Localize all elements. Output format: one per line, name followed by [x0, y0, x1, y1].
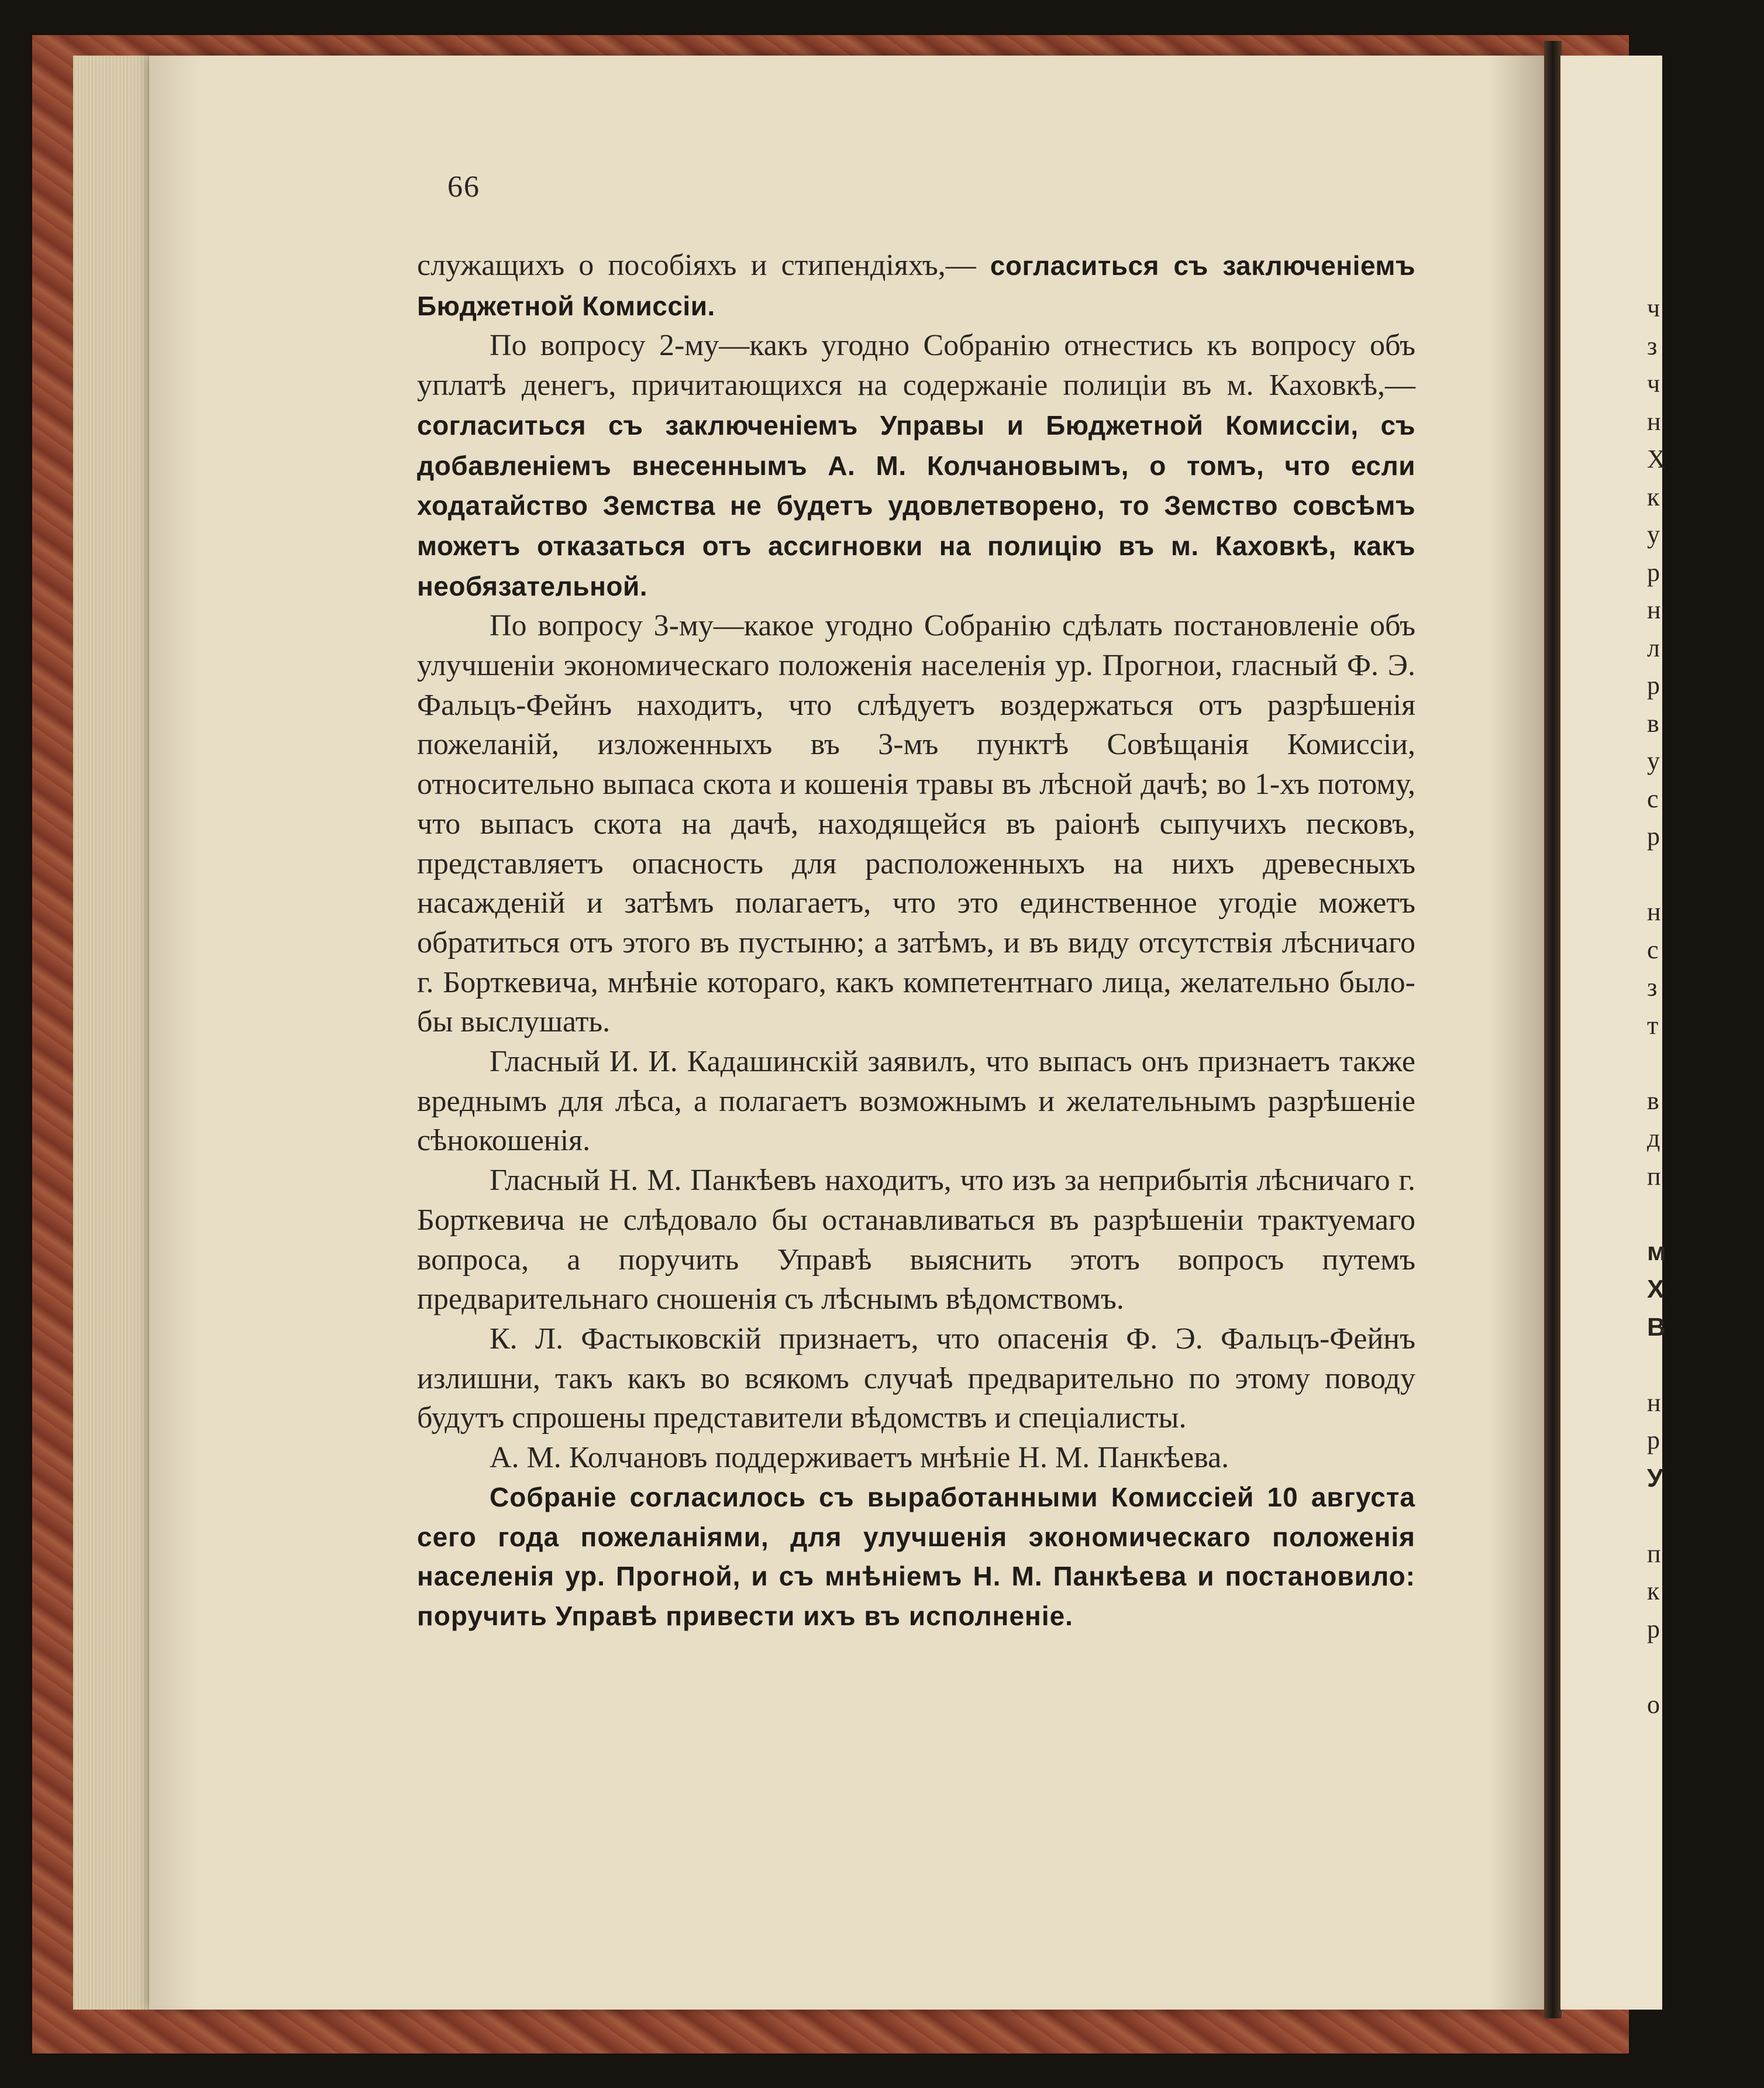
- right-page-fragment: н: [1647, 1388, 1661, 1417]
- right-page-fragment: у: [1647, 520, 1660, 549]
- right-page-fragment: ч: [1647, 369, 1660, 398]
- paragraph-1: [417, 246, 1415, 326]
- right-page-fragment: н: [1647, 407, 1661, 436]
- right-page-fragment: к: [1647, 482, 1660, 511]
- paragraph-7: А. М. Колчановъ поддерживаетъ мнѣніе Н. М. Панкѣева.: [490, 1441, 1229, 1475]
- right-page-fragment: з: [1647, 973, 1658, 1002]
- right-page-fragment: о: [1647, 1690, 1660, 1719]
- right-page-fragment: в: [1647, 1086, 1659, 1115]
- right-page-fragment: д: [1647, 1124, 1660, 1153]
- right-page-fragment: р: [1647, 822, 1660, 851]
- page-stack-edge: [73, 56, 161, 2010]
- page-number: 66: [447, 170, 480, 204]
- right-page-fragment: л: [1647, 633, 1660, 662]
- paragraph-2: [417, 326, 1415, 606]
- right-page-fragment: [1647, 1497, 1764, 1535]
- right-page-fragment: [1647, 856, 1764, 894]
- book-gutter: [1544, 41, 1562, 2018]
- right-page-fragment: п: [1647, 1539, 1661, 1568]
- right-page-fragment: р: [1647, 1426, 1660, 1454]
- right-page-fragment: Х: [1647, 1275, 1665, 1303]
- right-page-fragment: т: [1647, 1010, 1659, 1040]
- right-page-fragment: Х: [1647, 445, 1666, 473]
- right-page-fragment: с: [1647, 935, 1659, 964]
- right-page-fragment: в: [1647, 708, 1659, 738]
- right-page-text-fragments: [1647, 290, 1764, 1724]
- right-page-fragment: [1647, 1195, 1764, 1233]
- right-page-fragment: р: [1647, 558, 1660, 587]
- right-page-fragment: у: [1647, 747, 1660, 775]
- right-page-fragment: р: [1647, 671, 1660, 700]
- right-page-fragment: У: [1647, 1463, 1663, 1492]
- right-page-fragment: [1647, 1044, 1764, 1082]
- right-page-fragment: з: [1647, 331, 1658, 360]
- paragraph-1-bold: согласиться съ заключеніемъ Бюджетной Комиссіи.: [417, 250, 1415, 321]
- right-page-fragment: п: [1647, 1161, 1661, 1191]
- paragraph-2-bold: согласиться съ заключеніемъ Управы и Бюджетной Комиссіи, съ добавленіемъ внесеннымъ А. М. Колчановымъ, о томъ, что если ходатайство Земства не будетъ удовлетворено, то Земство совсѣмъ можетъ отказаться отъ ассигновки на полицію въ м. Каховкѣ, какъ необязательной.: [417, 410, 1415, 601]
- paragraph-6: К. Л. Фастыковскій признаетъ, что опасенія Ф. Э. Фальцъ-Фейнъ излишни, такъ какъ во всякомъ случаѣ предварительно по этому поводу будутъ спрошены представители вѣдомствъ и спеціалисты.: [417, 1322, 1415, 1435]
- right-page: [1560, 56, 1666, 2010]
- right-page-fragment: н: [1647, 596, 1661, 624]
- paragraph-4: Гласный И. И. Кадашинскій заявилъ, что выпасъ онъ признаетъ также вреднымъ для лѣса, а полагаетъ возможнымъ и желательнымъ разрѣшеніе сѣнокошенія.: [417, 1045, 1415, 1158]
- right-page-fragment: ч: [1647, 294, 1660, 322]
- paragraph-2-plain: По вопросу 2-му—какъ угодно Собранію отнестись къ вопросу объ уплатѣ денегъ, причитающихся на содержаніе полиціи въ м. Каховкѣ,—: [417, 329, 1415, 403]
- paragraph-5: Гласный Н. М. Панкѣевъ находитъ, что изъ за неприбытія лѣсничаго г. Борткевича не слѣдовало бы останавливаться въ разрѣшеніи трактуемаго вопроса, а поручить Управѣ выяснить этотъ вопросъ путемъ предварительнаго сношенія съ лѣснымъ вѣдомствомъ.: [417, 1164, 1415, 1316]
- right-page-fragment: к: [1647, 1577, 1660, 1605]
- right-page-fragment: В: [1647, 1312, 1666, 1341]
- right-page-fragment: [1647, 1346, 1764, 1384]
- page-body-text: [417, 246, 1415, 1636]
- right-page-fragment: [1647, 1648, 1764, 1686]
- paragraph-8-resolution: Собраніе согласилось съ выработанными Комиссіей 10 августа сего года пожеланіями, для улучшенія экономическаго положенія населенія ур. Прогной, и съ мнѣніемъ Н. М. Панкѣева и постановило: поручить Управѣ привести ихъ въ исполненіе.: [417, 1481, 1415, 1631]
- right-page-fragment: р: [1647, 1614, 1660, 1643]
- paragraph-1-plain: служащихъ о пособіяхъ и стипендіяхъ,—: [417, 249, 990, 282]
- right-page-fragment: н: [1647, 897, 1661, 926]
- paragraph-3: По вопросу 3-му—какое угодно Собранію сдѣлать постановленіе объ улучшеніи экономическаго положенія населенія ур. Прогнои, гласный Ф. Э. Фальцъ-Фейнъ находитъ, что слѣдуетъ воздержаться отъ разрѣшенія пожеланій, изложенныхъ въ 3-мъ пунктѣ Совѣщанія Комиссіи, относительно выпаса скота и кошенія травы въ лѣсной дачѣ; во 1-хъ потому, что выпасъ скота на дачѣ, находящейся въ раіонѣ сыпучихъ песковъ, представляетъ опасность для расположенныхъ на нихъ древесныхъ насажденій и затѣмъ полагаетъ, что это единственное угодіе можетъ обратиться отъ этого въ пустыню; а затѣмъ, и въ виду отсутствія лѣсничаго г. Борткевича, мнѣніе котораго, какъ компетентнаго лица, желательно было-бы выслушать.: [417, 609, 1415, 1039]
- right-page-fragment: с: [1647, 784, 1659, 813]
- right-page-fragment: м: [1647, 1237, 1666, 1266]
